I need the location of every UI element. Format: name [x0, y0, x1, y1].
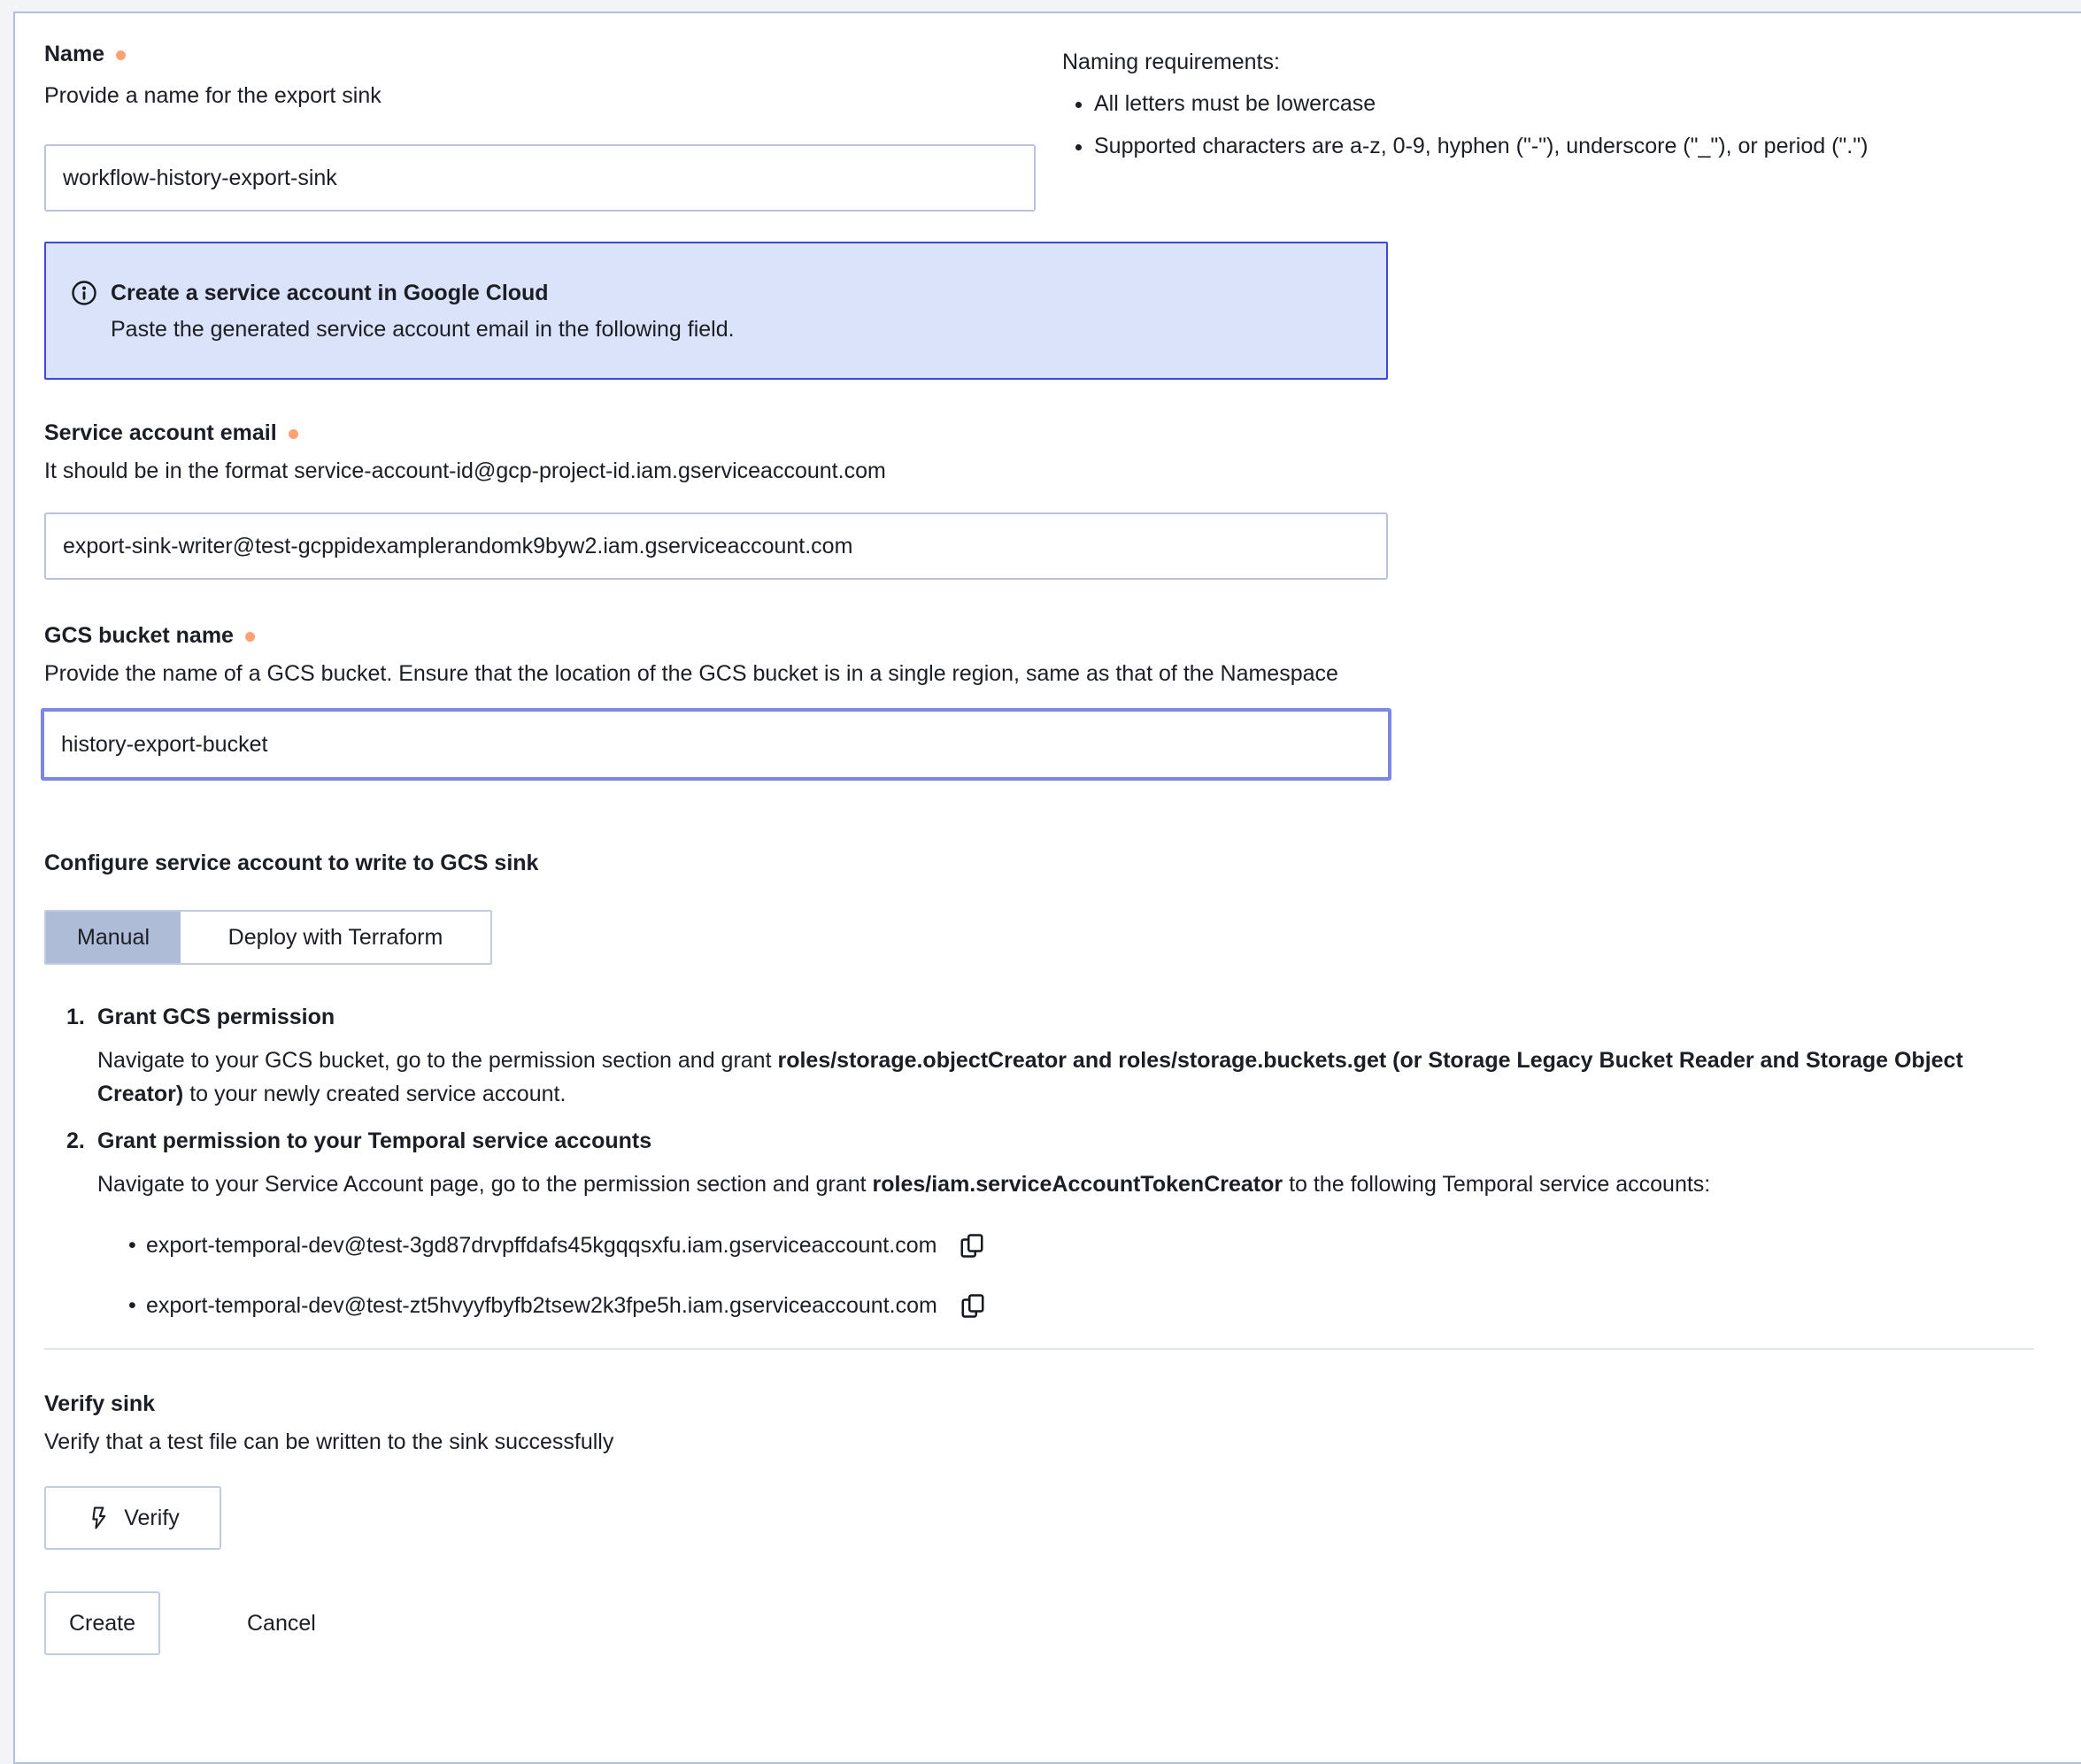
lightning-icon — [86, 1506, 111, 1530]
copy-icon — [960, 1292, 986, 1319]
naming-requirement-item: • All letters must be lowercase — [1094, 90, 1868, 117]
bullet-icon: • — [128, 1292, 136, 1318]
step2-body-bold: roles/iam.serviceAccountTokenCreator — [872, 1172, 1283, 1197]
service-account-email-description: It should be in the format service-account-id@gcp-project-id.iam.gserviceaccount.com — [44, 458, 886, 483]
copy-service-account-button[interactable] — [959, 1291, 987, 1320]
info-banner-body: Paste the generated service account email in the following field. — [111, 317, 735, 342]
step2-title: Grant permission to your Temporal service accounts — [97, 1128, 652, 1153]
create-button-label: Create — [68, 1610, 136, 1636]
info-banner — [44, 242, 1388, 380]
step-number: 2. — [66, 1128, 85, 1153]
service-account-email-label — [44, 420, 2019, 446]
verify-button[interactable] — [44, 1486, 221, 1550]
naming-requirement-item: • Supported characters are a-z, 0-9, hyphen ("-"), underscore ("_"), or period (".") — [1094, 133, 1868, 159]
step2-body-pre: Navigate to your Service Account page, go to the permission section and grant — [97, 1172, 873, 1197]
form-actions — [44, 1591, 2019, 1655]
export-sink-form-panel — [13, 12, 2081, 1764]
gcs-bucket-name-input[interactable] — [41, 708, 1391, 781]
step2-body-post: to the following Temporal service accounts: — [1283, 1172, 1711, 1197]
tab-deploy-with-terraform[interactable] — [181, 912, 490, 963]
create-button[interactable] — [44, 1591, 160, 1655]
name-input[interactable] — [44, 144, 1036, 212]
name-field-description: Provide a name for the export sink — [44, 83, 382, 108]
section-divider — [44, 1348, 2034, 1350]
tab-manual[interactable] — [46, 912, 181, 963]
verify-sink-description: Verify that a test file can be written to the sink successfully — [44, 1429, 614, 1454]
step-grant-temporal-permission — [66, 1127, 2019, 1323]
tab-manual-label: Manual — [77, 924, 150, 950]
step1-body-post: to your newly created service account. — [183, 1082, 566, 1106]
service-account-email-label-text: Service account email — [44, 420, 277, 445]
service-account-row — [128, 1228, 2019, 1263]
naming-requirements-title: Naming requirements: — [1062, 50, 1280, 74]
required-dot-icon — [116, 50, 126, 60]
step1-title: Grant GCS permission — [97, 1005, 335, 1029]
manual-instructions — [44, 1003, 2019, 1323]
verify-sink-heading: Verify sink — [44, 1391, 156, 1416]
info-banner-title: Create a service account in Google Cloud — [111, 281, 549, 305]
service-account-email-text: export-temporal-dev@test-3gd87drvpffdafs45kgqqsxfu.iam.gserviceaccount.com — [146, 1233, 937, 1258]
cancel-button-label: Cancel — [247, 1611, 316, 1636]
step1-body — [97, 1044, 2000, 1111]
naming-requirements — [1062, 41, 1868, 175]
step1-body-bold: roles/storage.objectCreator and roles/storage.buckets.get (or Storage Legacy Bucket Reader and Storage Object Creator) — [97, 1048, 1963, 1106]
configure-tabs — [44, 910, 492, 965]
required-dot-icon — [245, 632, 255, 642]
bullet-icon: • — [128, 1232, 136, 1258]
tab-deploy-with-terraform-label: Deploy with Terraform — [227, 924, 443, 950]
copy-icon — [959, 1232, 985, 1259]
required-dot-icon — [289, 429, 298, 439]
service-account-email-input[interactable] — [44, 512, 1388, 580]
info-icon — [71, 280, 97, 306]
verify-button-label: Verify — [124, 1505, 180, 1530]
service-account-email-text: export-temporal-dev@test-zt5hvyyfbyfb2tsew2k3fpe5h.iam.gserviceaccount.com — [146, 1293, 937, 1318]
gcs-bucket-name-description: Provide the name of a GCS bucket. Ensure that the location of the GCS bucket is in a single region, same as that of the Namespace — [44, 661, 1338, 686]
service-account-row — [128, 1288, 2019, 1323]
verify-sink-section — [44, 1390, 2019, 1550]
gcs-bucket-name-label — [44, 622, 2019, 649]
cancel-button[interactable] — [247, 1610, 316, 1637]
step-grant-gcs-permission — [66, 1003, 2019, 1111]
step-number: 1. — [66, 1005, 85, 1029]
step1-body-pre: Navigate to your GCS bucket, go to the permission section and grant — [97, 1048, 778, 1073]
gcs-bucket-name-label-text: GCS bucket name — [44, 623, 234, 648]
step2-body — [97, 1167, 2000, 1201]
temporal-service-account-list — [128, 1228, 2019, 1323]
copy-service-account-button[interactable] — [958, 1231, 986, 1259]
name-label-text: Name — [44, 42, 105, 66]
name-field-label — [44, 41, 1036, 67]
configure-section-heading: Configure service account to write to GCS sink — [44, 851, 539, 875]
